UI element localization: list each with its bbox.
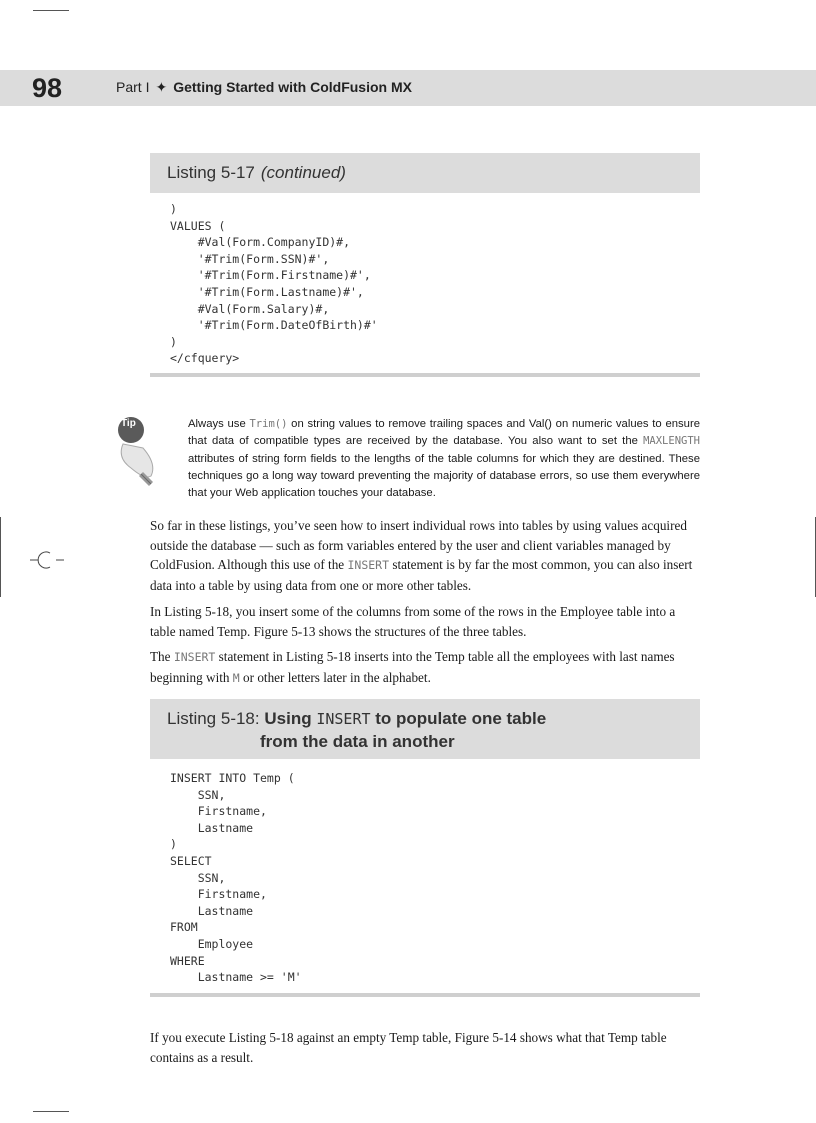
tip-label: Tip <box>121 418 136 429</box>
paragraph-2: In Listing 5-18, you insert some of the columns from some of the rows in the Employee table into a table named Temp. Figure 5-13 shows the structures of the three tables. <box>150 604 676 639</box>
tip-text-part: Always use <box>188 418 250 430</box>
registration-mark-icon <box>30 550 64 570</box>
tip-text <box>188 416 700 502</box>
paragraph-text: So far in these listings, you’ve seen how to insert individual rows into tables by using values acquired outside the database — such as form variables entered by the user and client variables managed by ColdFusion. Although this use of the <box>150 518 687 572</box>
listing-5-17-rule <box>150 373 700 377</box>
tip-text-part: attributes of string form fields to the lengths of the table columns for which they are destined. These techniques go a long way toward preventing the majority of database errors, so use them everywhere that your Web application touches your database. <box>188 452 700 500</box>
listing-title-code: INSERT <box>316 710 371 728</box>
paragraph-4: If you execute Listing 5-18 against an empty Temp table, Figure 5-14 shows what that Temp table contains as a result. <box>150 1030 667 1065</box>
listing-5-18-heading <box>150 699 700 759</box>
tip-code-maxlength: MAXLENGTH <box>643 435 700 448</box>
listing-5-18-rule <box>150 993 700 997</box>
listing-title-pre: Using <box>264 709 312 728</box>
listing-title-line2: from the data in another <box>260 732 455 751</box>
part-label: Part I <box>116 79 150 95</box>
inline-code-insert: INSERT <box>347 558 390 572</box>
tip-code-trim: Trim() <box>249 418 288 430</box>
paragraph-text: statement is by far the most common, you can also insert data into a table by using data from one or more other tables. <box>150 557 693 593</box>
tip-text-part: on string values to remove trailing spaces and Val() on numeric values to ensure that data of compatible types are received by the database. You also want to set the <box>188 418 700 448</box>
crop-mark-top-left <box>33 10 69 11</box>
book-title: Getting Started with ColdFusion MX <box>173 79 412 95</box>
inline-code-insert: INSERT <box>173 650 216 664</box>
listing-5-17-heading <box>150 153 700 193</box>
separator-icon: ✦ <box>155 79 168 95</box>
paragraph-text: or other letters later in the alphabet. <box>239 669 431 685</box>
listing-title-post: to populate one table <box>375 709 547 728</box>
running-header <box>0 70 816 106</box>
page-number: 98 <box>32 73 63 103</box>
listing-5-17-code: ) VALUES ( #Val(Form.CompanyID)#, '#Trim(Form.SSN)#', '#Trim(Form.Firstname)#', '#Trim(Form.Lastname)#', #Val(Form.Salary)#, '#Trim(Form.DateOfBirth)#' ) </cfquery> <box>170 202 378 366</box>
running-head <box>116 77 412 97</box>
inline-code-m: M <box>232 670 240 685</box>
paragraph-1 <box>150 516 700 595</box>
crop-mark-bottom-left <box>33 1111 69 1112</box>
listing-5-18-code: INSERT INTO Temp ( SSN, Firstname, Lastname ) SELECT SSN, Firstname, Lastname FROM Employee WHERE Lastname >= 'M' <box>170 771 302 985</box>
paragraph-text: statement in Listing 5-18 inserts into the Temp table all the employees with last names beginning with <box>150 649 675 685</box>
listing-continued: (continued) <box>260 163 346 182</box>
listing-label: Listing 5-17 <box>167 163 255 182</box>
paragraph-text: The <box>150 649 174 664</box>
crop-mark-left <box>0 517 1 597</box>
paragraph-3 <box>150 647 700 688</box>
listing-label: Listing 5-18: <box>167 709 260 728</box>
